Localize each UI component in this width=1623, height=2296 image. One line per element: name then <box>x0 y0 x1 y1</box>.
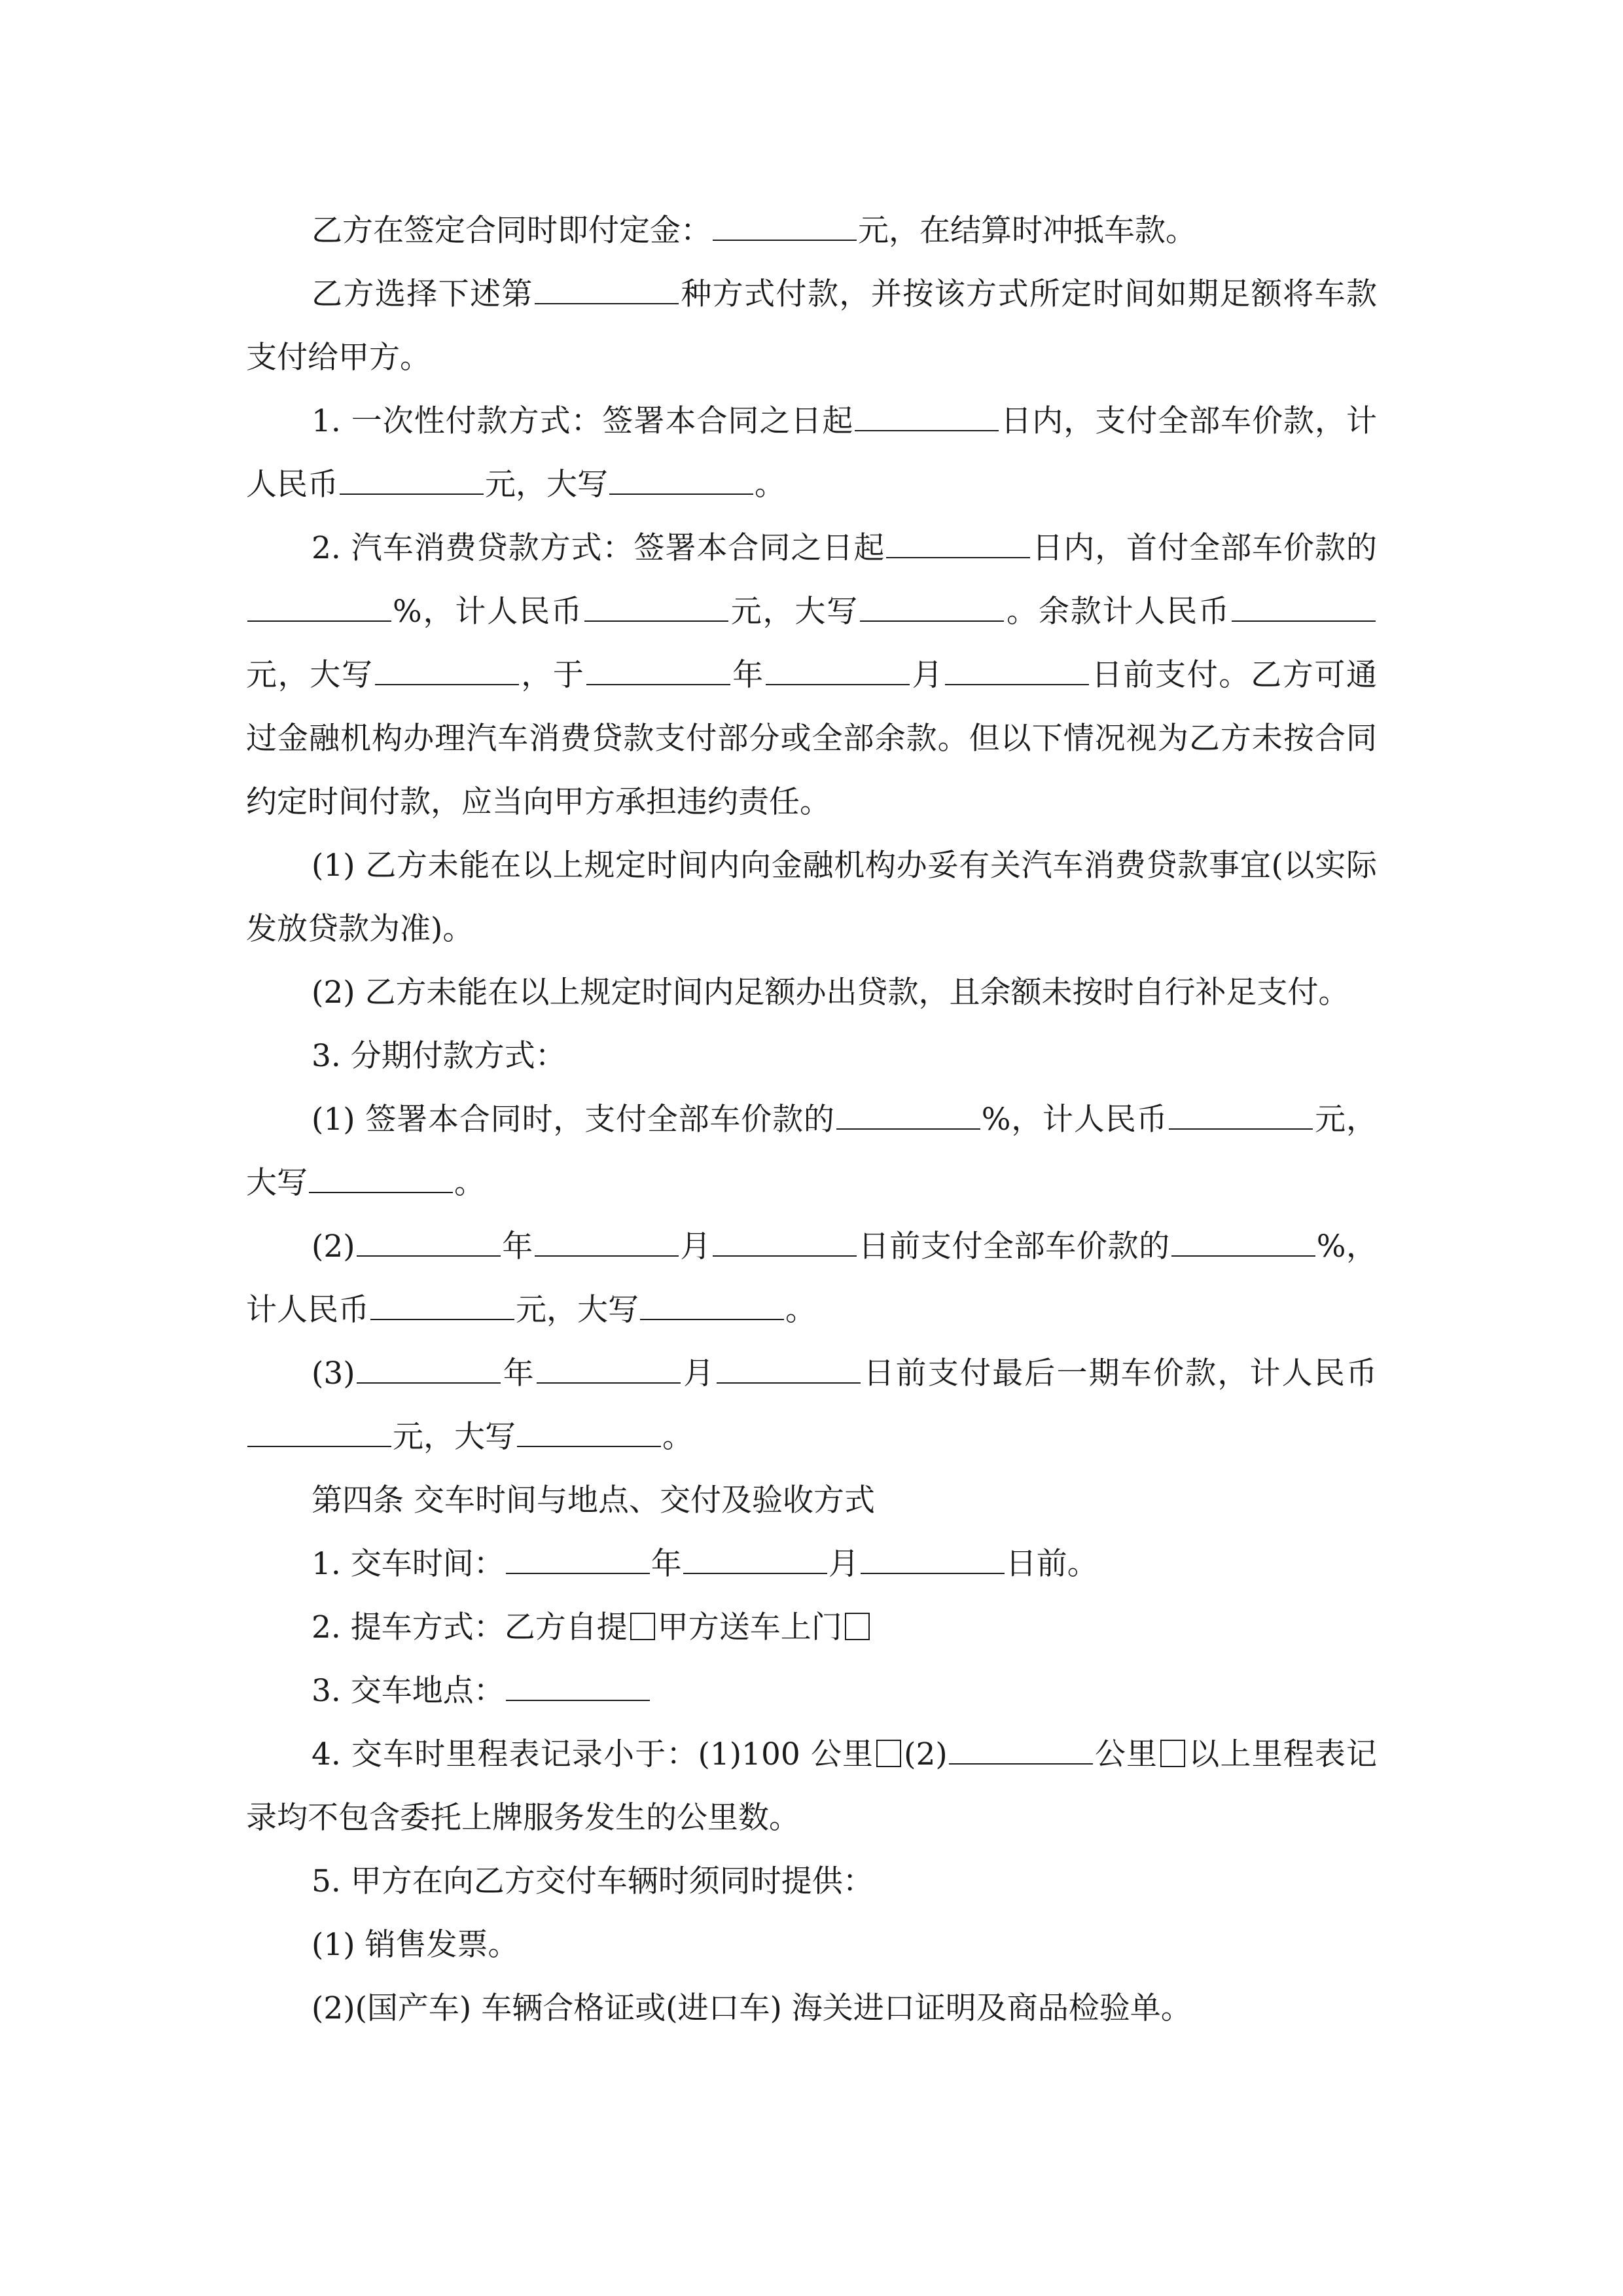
blank-field[interactable] <box>855 404 999 431</box>
blank-field[interactable] <box>247 594 391 622</box>
text: (1) 签署本合同时，支付全部车价款的 <box>312 1102 835 1138</box>
blank-field[interactable] <box>340 467 484 495</box>
paragraph-delivery-time <box>246 1532 1377 1596</box>
text: 元，大写 <box>485 467 608 503</box>
blank-field[interactable] <box>357 1356 501 1384</box>
text: 年 <box>501 1229 533 1265</box>
blank-field[interactable] <box>609 467 753 495</box>
text: 月 <box>681 1355 716 1391</box>
blank-field[interactable] <box>713 213 857 241</box>
text: 元，大写 <box>729 594 859 630</box>
text: 月 <box>679 1229 712 1265</box>
blank-field[interactable] <box>506 1674 650 1701</box>
text: 年 <box>731 657 764 693</box>
paragraph-pickup-method <box>246 1596 1377 1659</box>
paragraph-documents-item-2: (2)(国产车) 车辆合格证或(进口车) 海关进口证明及商品检验单。 <box>312 1990 1192 2026</box>
blank-field[interactable] <box>537 1356 681 1384</box>
text: 日前支付全部车价款的 <box>858 1229 1170 1265</box>
blank-field[interactable] <box>357 1229 501 1257</box>
text: 3. 交车地点： <box>312 1673 505 1709</box>
text: 元，大写 <box>246 657 374 693</box>
blank-field[interactable] <box>945 658 1089 685</box>
paragraph-installment-3 <box>246 1342 1377 1469</box>
text: 日前支付。乙方可通过金融机构办理汽车消费贷款支付部分或全部余款。但以下情况视为乙方未按合同约定时间付款，应当向甲方承担违约责任。 <box>246 657 1378 820</box>
blank-field[interactable] <box>683 1547 827 1574</box>
text: 2. 汽车消费贷款方式：签署本合同之日起 <box>312 530 885 566</box>
text: 日内，首付全部车价款的 <box>1031 530 1377 566</box>
text: 月 <box>910 657 944 693</box>
text: 2. 提车方式：乙方自提 <box>312 1609 628 1645</box>
paragraph-loan-item-2: (2) 乙方未能在以上规定时间内足额办出贷款，且余额未按时自行补足支付。 <box>312 975 1349 1011</box>
text: 。 <box>662 1419 693 1455</box>
text: 以上里程表记录均不包含委托上牌服务发生的公里数。 <box>246 1736 1378 1836</box>
text: 1. 交车时间： <box>312 1546 505 1582</box>
blank-field[interactable] <box>247 1420 391 1447</box>
text: 甲方送车上门 <box>657 1609 842 1645</box>
text: 乙方选择下述第 <box>312 276 533 312</box>
paragraph-loan-item-1: (1) 乙方未能在以上规定时间内向金融机构办妥有关汽车消费贷款事宜(以实际发放贷款为准)。 <box>246 848 1377 947</box>
text: %，计人民币 <box>393 594 583 630</box>
section-heading-article-4: 第四条 交车时间与地点、交付及验收方式 <box>312 1482 875 1518</box>
blank-field[interactable] <box>949 1737 1093 1765</box>
blank-field[interactable] <box>1232 594 1376 622</box>
text: 元，大写 <box>246 1102 1378 1201</box>
paragraph-installment-2 <box>246 1215 1377 1342</box>
blank-field[interactable] <box>886 531 1030 558</box>
contract-body <box>246 199 1377 2040</box>
paragraph-documents-heading: 5. 甲方在向乙方交付车辆时须同时提供： <box>312 1863 874 1899</box>
blank-field[interactable] <box>766 658 910 685</box>
blank-field[interactable] <box>861 1547 1005 1574</box>
text: ，于 <box>520 657 585 693</box>
blank-field[interactable] <box>535 277 679 304</box>
paragraph-loan <box>246 516 1377 834</box>
paragraph-deposit <box>246 199 1377 262</box>
checkbox-mileage-custom[interactable] <box>1160 1740 1185 1767</box>
text: (2) <box>904 1736 948 1772</box>
blank-field[interactable] <box>586 658 730 685</box>
paragraph-installment-1 <box>246 1088 1377 1215</box>
text: %，计人民币 <box>981 1102 1168 1138</box>
blank-field[interactable] <box>370 1293 514 1320</box>
blank-field[interactable] <box>860 594 1004 622</box>
paragraph-mileage <box>246 1723 1377 1850</box>
paragraph-payment-choice <box>246 262 1377 389</box>
checkbox-self-pickup[interactable] <box>630 1613 655 1640</box>
blank-field[interactable] <box>375 658 519 685</box>
blank-field[interactable] <box>309 1166 453 1193</box>
text: 4. 交车时里程表记录小于：(1)100 公里 <box>312 1736 874 1772</box>
text: 月 <box>828 1546 859 1582</box>
paragraph-lump-sum <box>246 389 1377 516</box>
paragraph-documents-item-1: (1) 销售发票。 <box>312 1927 519 1963</box>
blank-field[interactable] <box>584 594 728 622</box>
text: 日内，支付全部车价款，计人民币 <box>246 403 1377 503</box>
blank-field[interactable] <box>535 1229 679 1257</box>
blank-field[interactable] <box>517 1420 661 1447</box>
text: 1. 一次性付款方式：签署本合同之日起 <box>312 403 854 439</box>
blank-field[interactable] <box>506 1547 650 1574</box>
paragraph-installment-heading: 3. 分期付款方式： <box>312 1038 566 1074</box>
text: 乙方在签定合同时即付定金： <box>312 213 711 249</box>
text: 日前。 <box>1005 1546 1098 1582</box>
text: 。余款计人民币 <box>1005 594 1230 630</box>
blank-field[interactable] <box>640 1293 784 1320</box>
text: (2) <box>312 1229 355 1265</box>
text: 年 <box>651 1546 682 1582</box>
checkbox-mileage-100[interactable] <box>876 1740 901 1767</box>
text: 公里 <box>1094 1736 1158 1772</box>
blank-field[interactable] <box>836 1102 980 1130</box>
text: 日前支付最后一期车价款，计人民币 <box>862 1355 1378 1391</box>
paragraph-delivery-location <box>246 1659 1377 1723</box>
checkbox-home-delivery[interactable] <box>845 1613 870 1640</box>
text: 年 <box>501 1355 535 1391</box>
text: 元，在结算时冲抵车款。 <box>858 213 1196 249</box>
blank-field[interactable] <box>1169 1102 1313 1130</box>
blank-field[interactable] <box>713 1229 857 1257</box>
blank-field[interactable] <box>717 1356 861 1384</box>
text: 种方式付款，并按该方式所定时间如期足额将车款支付给甲方。 <box>246 276 1378 376</box>
text: 元，大写 <box>393 1419 516 1455</box>
text: 。 <box>785 1292 816 1328</box>
text: (3) <box>312 1355 355 1391</box>
text: %，计人民币 <box>246 1229 1377 1328</box>
blank-field[interactable] <box>1171 1229 1315 1257</box>
text: 。 <box>755 467 785 503</box>
text: 元，大写 <box>516 1292 639 1328</box>
text: 。 <box>454 1165 485 1201</box>
